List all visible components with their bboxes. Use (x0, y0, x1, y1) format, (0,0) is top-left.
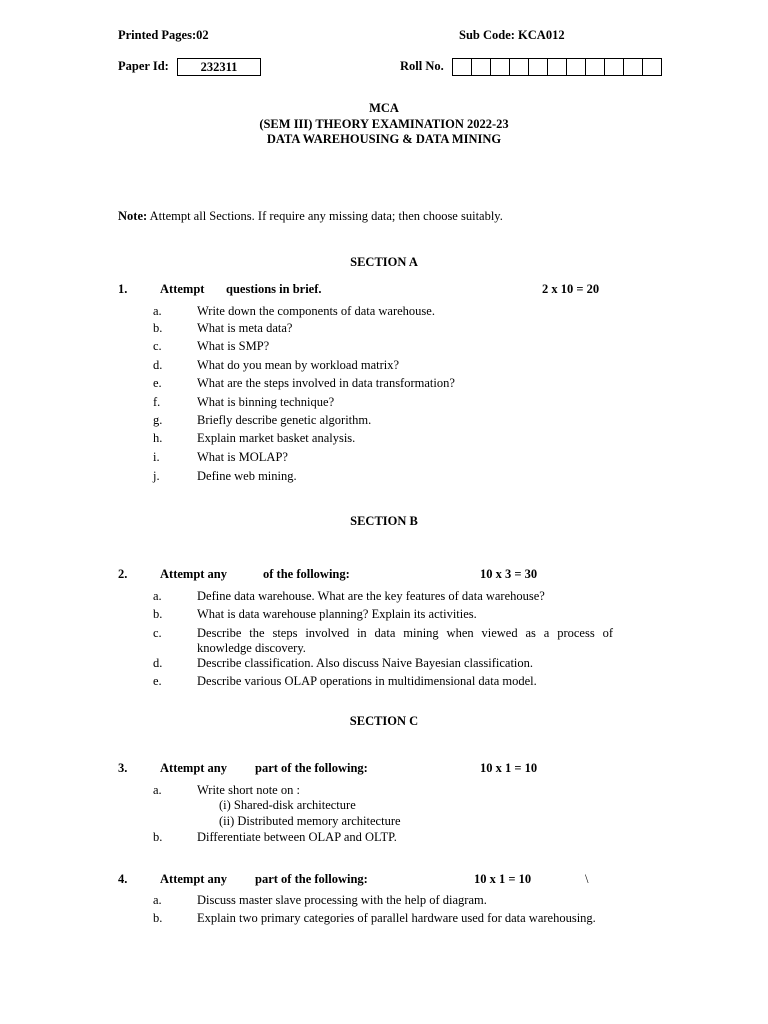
question-4-number: 4. (118, 872, 128, 886)
note (118, 209, 503, 224)
question-3-text-b: part of the following: (255, 761, 368, 775)
sub-item: (i) Shared-disk architecture (219, 798, 356, 812)
question-1-text-a: Attempt (160, 282, 205, 296)
roll-digit-box[interactable] (624, 59, 643, 75)
question-4-text-a: Attempt any (160, 872, 228, 886)
question-2-text-a: Attempt any (160, 567, 228, 581)
section-a-heading: SECTION A (350, 255, 418, 269)
roll-digit-box[interactable] (548, 59, 567, 75)
section-c-heading: SECTION C (349, 714, 419, 728)
question-4-marks: 10 x 1 = 10 (474, 872, 532, 886)
question-3-number: 3. (118, 761, 128, 775)
sub-item: (ii) Distributed memory architecture (219, 814, 401, 828)
sub-code: Sub Code: KCA012 (459, 28, 565, 42)
roll-digit-box[interactable] (529, 59, 548, 75)
question-2-marks: 10 x 3 = 30 (480, 567, 538, 581)
roll-digit-box[interactable] (491, 59, 510, 75)
paper-id-box: 232311 (177, 58, 261, 76)
subject-title: DATA WAREHOUSING & DATA MINING (266, 132, 502, 146)
question-1-marks: 2 x 10 = 20 (542, 282, 600, 296)
note-text: Attempt all Sections. If require any missing data; then choose suitably. (149, 209, 503, 223)
roll-no-boxes[interactable] (452, 58, 662, 76)
section-b-heading: SECTION B (350, 514, 418, 528)
roll-digit-box[interactable] (453, 59, 472, 75)
exam-program: MCA (369, 101, 399, 115)
roll-digit-box[interactable] (643, 59, 661, 75)
roll-no-label: Roll No. (400, 59, 444, 73)
roll-digit-box[interactable] (586, 59, 605, 75)
roll-digit-box[interactable] (567, 59, 586, 75)
note-label: Note: (118, 209, 148, 223)
question-2-text-b: of the following: (263, 567, 350, 581)
printed-pages: Printed Pages:02 (118, 28, 209, 42)
question-3-marks: 10 x 1 = 10 (480, 761, 538, 775)
question-3-text-a: Attempt any (160, 761, 228, 775)
question-2-number: 2. (118, 567, 128, 581)
question-1-number: 1. (118, 282, 128, 296)
roll-digit-box[interactable] (472, 59, 491, 75)
question-1-text-b: questions in brief. (226, 282, 322, 296)
paper-id-label: Paper Id: (118, 59, 169, 73)
roll-digit-box[interactable] (605, 59, 624, 75)
roll-digit-box[interactable] (510, 59, 529, 75)
question-4-text-b: part of the following: (255, 872, 368, 886)
stray-mark: \ (585, 872, 589, 886)
exam-title: (SEM III) THEORY EXAMINATION 2022-23 (259, 117, 509, 131)
